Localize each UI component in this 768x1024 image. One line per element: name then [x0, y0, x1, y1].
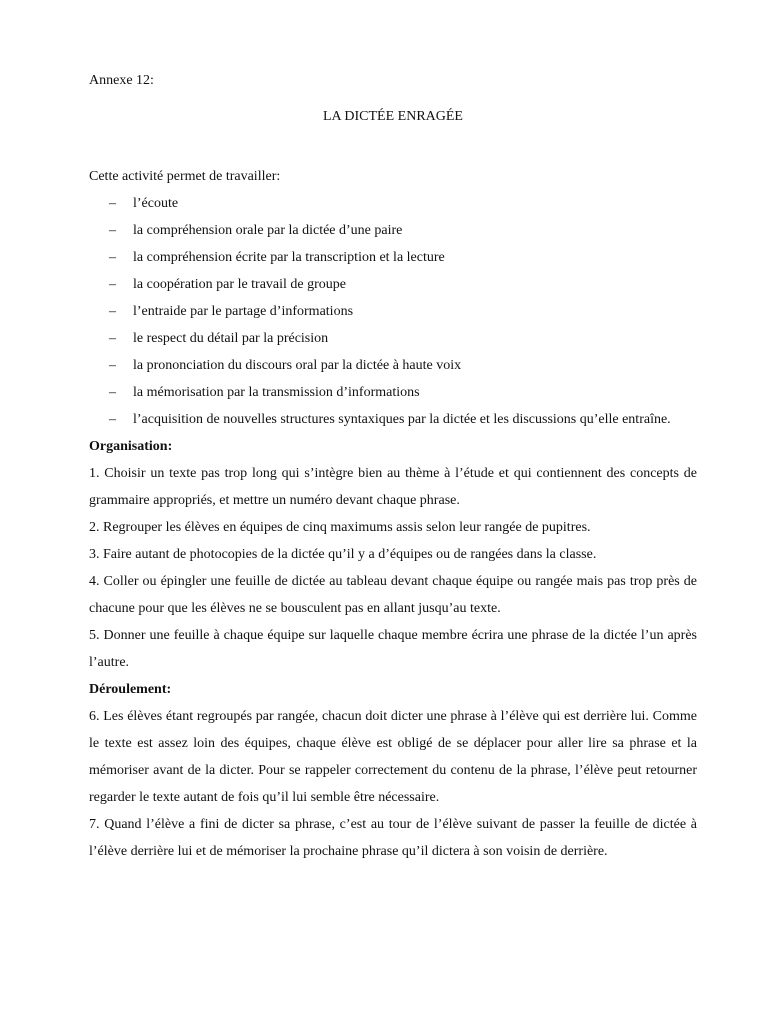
organisation-step: 4. Coller ou épingler une feuille de dictée au tableau devant chaque équipe ou rangée mais pas trop près de chacune pour que les élèves ne se bousculent pas en allant jusqu’au texte. — [89, 574, 697, 616]
list-item — [89, 298, 697, 325]
list-item — [89, 271, 697, 298]
organisation-step: 1. Choisir un texte pas trop long qui s’intègre bien au thème à l’étude et qui contiennent des concepts de grammaire appropriés, et mettre un numéro devant chaque phrase. — [89, 466, 697, 508]
list-item-text: l’écoute — [133, 196, 179, 211]
deroulement-step: 7. Quand l’élève a fini de dicter sa phrase, c’est au tour de l’élève suivant de passer la feuille de dictée à l’élève derrière lui et de mémoriser la prochaine phrase qu’il dictera à son voisin de derrière. — [89, 817, 697, 859]
list-item — [89, 217, 697, 244]
list-item-text: la compréhension orale par la dictée d’une paire — [133, 223, 403, 238]
annex-label: Annexe 12: — [89, 73, 154, 88]
list-item-text: l’acquisition de nouvelles structures syntaxiques par la dictée et les discussions qu’elle entraîne. — [133, 412, 671, 427]
deroulement-heading: Déroulement: — [89, 682, 172, 697]
list-item — [89, 325, 697, 352]
list-item-text: la coopération par le travail de groupe — [133, 277, 347, 292]
organisation-step: 5. Donner une feuille à chaque équipe sur laquelle chaque membre écrira une phrase de la dictée l’un après l’autre. — [89, 628, 697, 670]
list-item-text: l’entraide par le partage d’informations — [133, 304, 354, 319]
dash-bullet: – — [109, 250, 116, 265]
list-item-text: la prononciation du discours oral par la dictée à haute voix — [133, 358, 462, 373]
dash-bullet: – — [109, 304, 116, 319]
list-item — [89, 190, 697, 217]
organisation-heading: Organisation: — [89, 439, 173, 454]
document-body — [89, 163, 697, 865]
list-item — [89, 379, 697, 406]
dash-bullet: – — [109, 412, 116, 427]
skills-list — [89, 190, 697, 433]
dash-bullet: – — [109, 331, 116, 346]
organisation-step: 3. Faire autant de photocopies de la dictée qu’il y a d’équipes ou de rangées dans la classe. — [89, 547, 597, 562]
list-item-text: le respect du détail par la précision — [133, 331, 329, 346]
dash-bullet: – — [109, 196, 116, 211]
dash-bullet: – — [109, 385, 116, 400]
dash-bullet: – — [109, 277, 116, 292]
list-item — [89, 406, 697, 433]
deroulement-step: 6. Les élèves étant regroupés par rangée, chacun doit dicter une phrase à l’élève qui est derrière lui. Comme le texte est assez loin des équipes, chaque élève est obligé de se déplacer pour aller lire sa phrase et la mémoriser avant de la dicter. Pour se rappeler correctement du contenu de la phrase, l’élève peut retourner regarder le texte autant de fois qu’il lui semble être nécessaire. — [89, 709, 697, 805]
dash-bullet: – — [109, 358, 116, 373]
list-item — [89, 244, 697, 271]
document-title: LA DICTÉE ENRAGÉE — [323, 109, 463, 124]
intro-text: Cette activité permet de travailler: — [89, 169, 281, 184]
list-item-text: la compréhension écrite par la transcription et la lecture — [133, 250, 445, 265]
list-item — [89, 352, 697, 379]
dash-bullet: – — [109, 223, 116, 238]
organisation-step: 2. Regrouper les élèves en équipes de cinq maximums assis selon leur rangée de pupitres. — [89, 520, 591, 535]
list-item-text: la mémorisation par la transmission d’informations — [133, 385, 420, 400]
